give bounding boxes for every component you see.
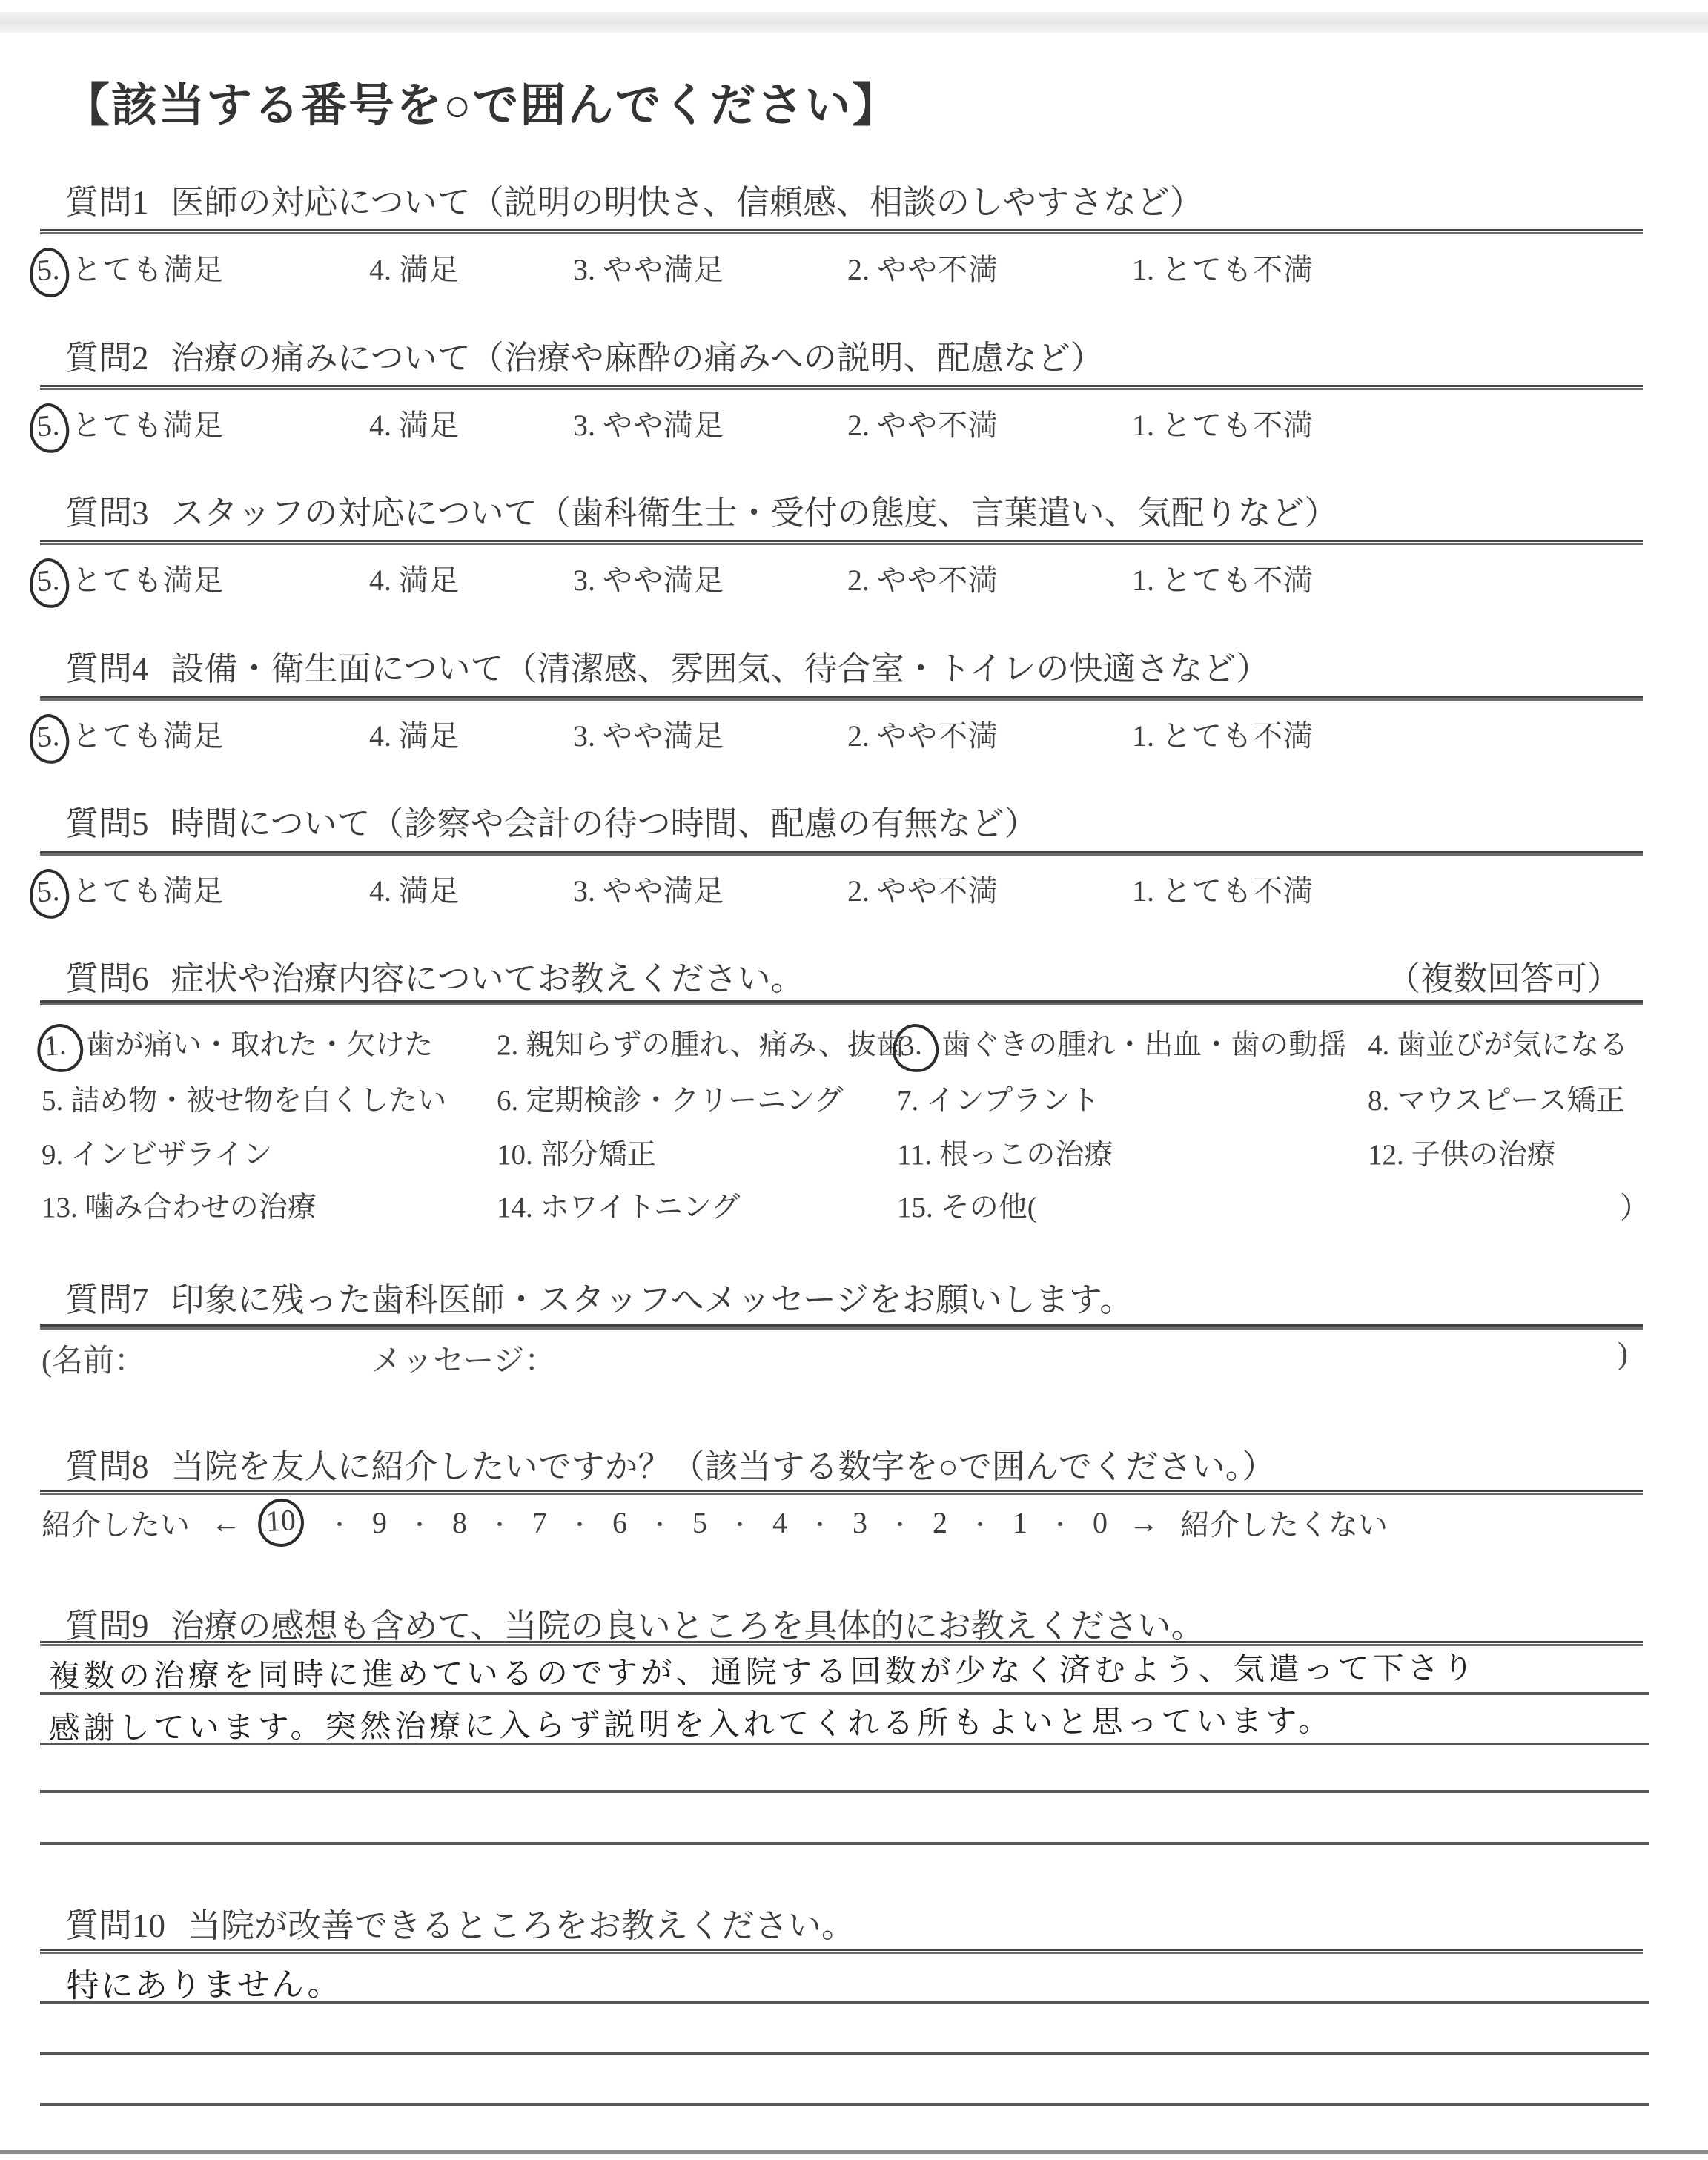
question-title: 治療の感想も含めて、当院の良いところを具体的にお教えください。: [171, 1608, 1205, 1645]
q6-item-10: 10. 部分矯正: [497, 1139, 656, 1171]
q5-option-1: 1. とても不満: [1132, 874, 1314, 908]
q6-item-3-selected: 3. 歯ぐきの腫れ・出血・歯の動揺: [897, 1022, 1346, 1066]
scale-separator: ・: [809, 1513, 831, 1538]
message-field-label: メッセージ：: [371, 1344, 556, 1378]
q3-option-3: 3. やや満足: [573, 564, 724, 597]
divider-line: [40, 229, 1643, 234]
handwritten-answer: 複数の治療を同時に進めているのですが、通院する回数が少なく済むよう、気遣って下さり: [48, 1649, 1477, 1694]
scale-number-3: 3: [853, 1506, 867, 1539]
q1-rating-options: [0, 246, 1708, 313]
multiple-answers-note: （複数回答可）: [1386, 960, 1621, 997]
handdrawn-circle: 5.: [27, 557, 71, 610]
name-field-label: (名前：: [42, 1344, 145, 1378]
q6-item-7: 7. インプラント: [897, 1085, 1100, 1117]
scale-number-1: 1: [1013, 1506, 1027, 1539]
q7-fields-row: [0, 1336, 1708, 1388]
q6-item-6: 6. 定期検診・クリーニング: [497, 1085, 844, 1117]
q9-answer-line-1: [40, 1645, 1649, 1695]
q6-item-15-other: 15. その他(: [897, 1192, 1037, 1223]
q1-option-5-selected: 5. とても満足: [34, 246, 224, 291]
q2-rating-options: [0, 402, 1708, 469]
q1-option-3: 3. やや満足: [573, 253, 724, 286]
scale-separator: ・: [649, 1513, 671, 1538]
handwritten-answer: 特にありません。: [66, 1965, 342, 2005]
q6-item-2: 2. 親知らずの腫れ、痛み、抜歯: [497, 1029, 905, 1061]
q9-blank-line-2: [40, 1794, 1649, 1845]
q2-option-3: 3. やや満足: [573, 409, 724, 442]
divider-line: [40, 1490, 1643, 1495]
scale-number-5: 5: [692, 1506, 707, 1539]
question-number: 質問7: [65, 1281, 149, 1318]
q5-option-5-selected: 5. とても満足: [34, 868, 224, 913]
q10-blank-line-1: [40, 2005, 1649, 2055]
q3-option-2: 2. やや不満: [847, 564, 999, 597]
question-number: 質問10: [65, 1907, 166, 1944]
divider-line: [40, 1000, 1643, 1005]
question-number: 質問1: [65, 184, 149, 221]
q1-option-2: 2. やや不満: [847, 253, 999, 286]
question-number: 質問5: [65, 805, 149, 842]
handdrawn-circle: 5.: [27, 713, 71, 765]
scale-separator: ・: [969, 1513, 991, 1538]
q5-option-3: 3. やや満足: [573, 874, 724, 908]
q1-option-1: 1. とても不満: [1132, 253, 1314, 286]
divider-line: [40, 385, 1643, 390]
handdrawn-circle: 5.: [27, 402, 71, 455]
handdrawn-circle: 3.: [890, 1022, 941, 1074]
scale-separator: ・: [1049, 1513, 1071, 1538]
divider-line: [40, 540, 1643, 545]
left-arrow-icon: ←: [211, 1506, 241, 1539]
q3-rating-options: [0, 557, 1708, 624]
q6-item-12: 12. 子供の治療: [1368, 1139, 1556, 1171]
q2-option-5-selected: 5. とても満足: [34, 402, 224, 447]
q4-rating-options: [0, 713, 1708, 779]
question-2-header: [65, 331, 1104, 379]
scale-separator: ・: [729, 1513, 751, 1538]
q6-item-9: 9. インビザライン: [42, 1139, 273, 1171]
question-title: 時間について（診察や会計の待つ時間、配慮の有無など）: [171, 805, 1038, 842]
right-arrow-icon: →: [1129, 1506, 1159, 1539]
scale-right-label: 紹介したくない: [1180, 1508, 1388, 1542]
q3-option-5-selected: 5. とても満足: [34, 557, 224, 602]
q7-close-paren: ): [1618, 1337, 1628, 1371]
scale-left-label: 紹介したい: [42, 1508, 190, 1542]
question-6-header: [65, 951, 804, 1000]
q6-other-close-paren: ）: [1620, 1191, 1649, 1224]
recommend-scale: [42, 1502, 1665, 1544]
question-8-header: [65, 1439, 1275, 1487]
question-7-header: [65, 1272, 1133, 1321]
scale-number-9: 9: [372, 1506, 387, 1539]
divider-line: [40, 696, 1643, 701]
question-title: 治療の痛みについて（治療や麻酔の痛みへの説明、配慮など）: [171, 340, 1104, 377]
page-title: 【該当する番号を○で囲んでください】: [64, 81, 900, 131]
handdrawn-circle: [256, 1497, 305, 1548]
question-number: 質問4: [65, 650, 149, 687]
question-title: 設備・衛生面について（清潔感、雰囲気、待合室・トイレの快適さなど）: [171, 650, 1270, 687]
scale-separator: ・: [328, 1513, 351, 1538]
q10-blank-line-2: [40, 2055, 1649, 2106]
q4-option-2: 2. やや不満: [847, 719, 999, 753]
q6-item-11: 11. 根っこの治療: [897, 1139, 1113, 1171]
q4-option-4: 4. 満足: [369, 719, 460, 753]
q6-item-5: 5. 詰め物・被せ物を白くしたい: [42, 1085, 447, 1117]
question-4-header: [65, 641, 1269, 690]
q6-item-13: 13. 噛み合わせの治療: [42, 1192, 317, 1223]
divider-line: [40, 1324, 1643, 1330]
question-title: 印象に残った歯科医師・スタッフへメッセージをお願いします。: [171, 1281, 1133, 1318]
q5-option-2: 2. やや不満: [847, 874, 999, 908]
question-5-header: [65, 796, 1038, 845]
q6-item-14: 14. ホワイトニング: [497, 1192, 741, 1223]
question-3-header: [65, 486, 1338, 534]
q6-item-1-selected: 1. 歯が痛い・取れた・欠けた: [42, 1022, 433, 1066]
q9-answer-line-2: [40, 1697, 1649, 1745]
q1-option-4: 4. 満足: [369, 253, 460, 286]
question-title: 当院を友人に紹介したいですか？（該当する数字を○で囲んでください。）: [171, 1448, 1276, 1485]
question-number: 質問6: [65, 960, 149, 997]
bottom-scan-line: [0, 2150, 1708, 2154]
q3-option-4: 4. 満足: [369, 564, 460, 597]
handdrawn-circle: 5.: [27, 246, 71, 299]
q2-option-2: 2. やや不満: [847, 409, 999, 442]
q6-item-8: 8. マウスピース矯正: [1368, 1085, 1625, 1117]
scale-number-8: 8: [452, 1506, 467, 1539]
divider-line: [40, 851, 1643, 856]
q5-rating-options: [0, 868, 1708, 934]
handdrawn-circle: 5.: [27, 868, 71, 920]
scale-separator: ・: [889, 1513, 911, 1538]
q2-option-1: 1. とても不満: [1132, 409, 1314, 442]
scale-number-10-selected: 10: [265, 1502, 297, 1539]
question-number: 質問2: [65, 340, 149, 377]
question-title: 症状や治療内容についてお教えください。: [171, 960, 804, 997]
scale-number-6: 6: [612, 1506, 627, 1539]
question-number: 質問9: [65, 1608, 149, 1645]
question-1-header: [65, 175, 1203, 223]
q6-item-4: 4. 歯並びが気になる: [1368, 1029, 1629, 1061]
scale-number-7: 7: [532, 1506, 547, 1539]
q9-blank-line-1: [40, 1745, 1649, 1793]
question-number: 質問8: [65, 1448, 149, 1485]
q4-option-5-selected: 5. とても満足: [34, 713, 224, 758]
question-9-header: [65, 1599, 1205, 1647]
handdrawn-circle: 1.: [35, 1022, 85, 1074]
scan-edge-artifact: [0, 12, 1708, 33]
q10-answer-line: [40, 1953, 1649, 2004]
scale-number-2: 2: [933, 1506, 947, 1539]
scale-separator: ・: [408, 1513, 431, 1538]
scale-separator: ・: [569, 1513, 591, 1538]
q5-option-4: 4. 満足: [369, 874, 460, 908]
scale-number-0: 0: [1093, 1506, 1108, 1539]
q4-option-1: 1. とても不満: [1132, 719, 1314, 753]
q3-option-1: 1. とても不満: [1132, 564, 1314, 597]
q2-option-4: 4. 満足: [369, 409, 460, 442]
q4-option-3: 3. やや満足: [573, 719, 724, 753]
question-title: スタッフの対応について（歯科衛生士・受付の態度、言葉遣い、気配りなど）: [171, 495, 1338, 532]
scale-separator: ・: [489, 1513, 511, 1538]
handwritten-answer: 感謝しています。突然治療に入らず説明を入れてくれる所もよいと思っています。: [48, 1702, 1334, 1746]
scale-number-4: 4: [772, 1506, 787, 1539]
question-10-header: [65, 1898, 855, 1946]
question-title: 医師の対応について（説明の明快さ、信頼感、相談のしやすさなど）: [171, 184, 1203, 221]
question-number: 質問3: [65, 495, 149, 532]
question-title: 当院が改善できるところをお教えください。: [188, 1907, 855, 1944]
